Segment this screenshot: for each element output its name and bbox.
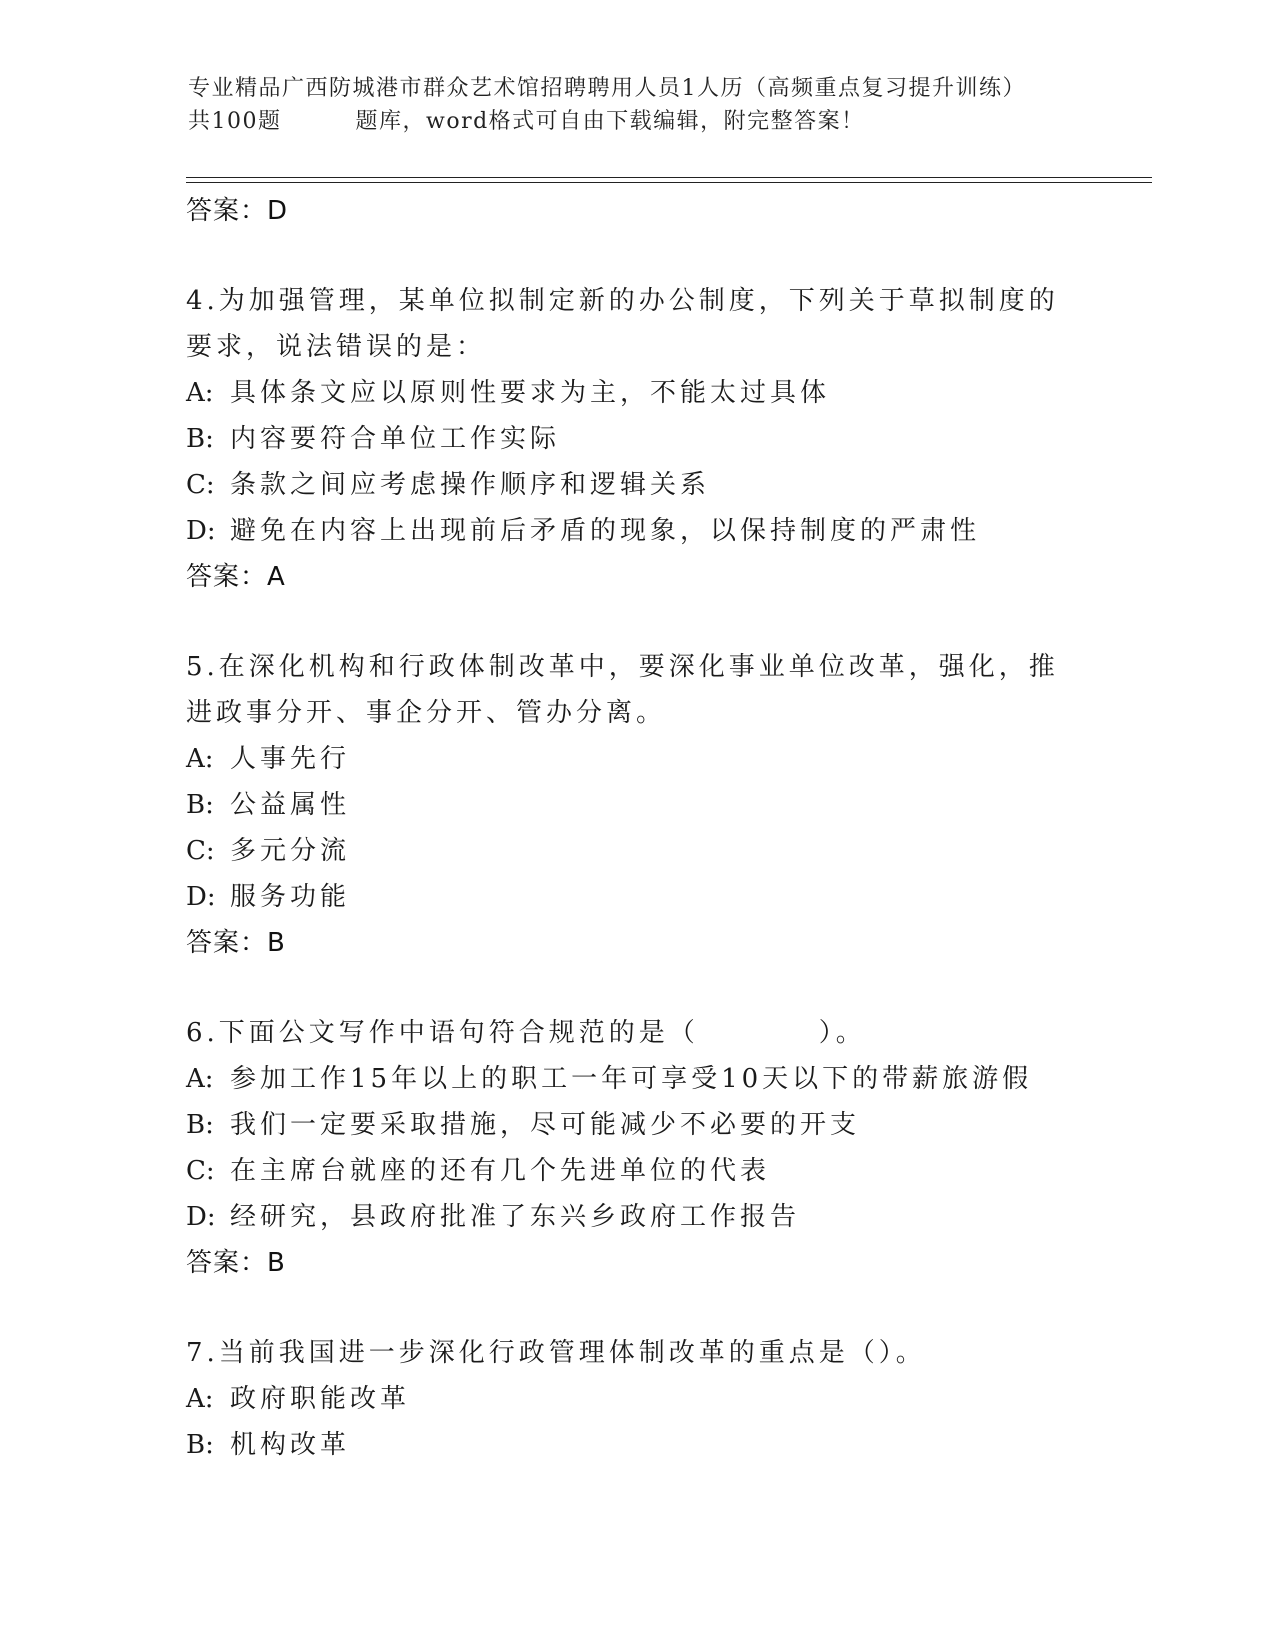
option-text: 公益属性 [230, 790, 351, 820]
option-c [186, 828, 1086, 874]
option-key: C: [186, 470, 215, 500]
option-text: 条款之间应考虑操作顺序和逻辑关系 [230, 470, 711, 500]
option-b [186, 782, 1086, 828]
option-key: D: [186, 516, 216, 546]
option-d [186, 508, 1086, 554]
option-text: 人事先行 [230, 744, 351, 774]
option-d [186, 874, 1086, 920]
option-key: C: [186, 836, 215, 866]
option-key: D: [186, 1202, 216, 1232]
option-c [186, 1148, 1086, 1194]
option-text: 具体条文应以原则性要求为主，不能太过具体 [230, 378, 831, 408]
option-a [186, 1376, 1086, 1422]
document-body [186, 188, 1086, 1468]
option-d [186, 1194, 1086, 1240]
header-subtitle [188, 105, 1088, 138]
option-key: C: [186, 1156, 215, 1186]
option-key: A: [186, 1384, 214, 1414]
option-text: 服务功能 [230, 882, 351, 912]
option-text: 多元分流 [230, 836, 351, 866]
question-text: 4.为加强管理，某单位拟制定新的办公制度，下列关于草拟制度的要求，说法错误的是： [186, 286, 1059, 362]
option-key: A: [186, 1064, 214, 1094]
question-text: 5.在深化机构和行政体制改革中，要深化事业单位改革，强化，推进政事分开、事企分开、管办分离。 [186, 652, 1059, 728]
option-text: 政府职能改革 [230, 1384, 411, 1414]
option-text: 避免在内容上出现前后矛盾的现象，以保持制度的严肃性 [230, 516, 981, 546]
option-a [186, 736, 1086, 782]
option-a [186, 1056, 1086, 1102]
option-text: 经研究，县政府批准了东兴乡政府工作报告 [230, 1202, 801, 1232]
question-block [186, 1330, 1086, 1468]
answer-line: 答案：A [186, 562, 286, 592]
option-text: 参加工作15年以上的职工一年可享受10天以下的带薪旅游假 [230, 1064, 1033, 1094]
header-description: 题库，word格式可自由下载编辑，附完整答案！ [355, 109, 865, 134]
answer-line: 答案：B [186, 1248, 286, 1278]
option-key: B: [186, 1110, 214, 1140]
question-text: 7.当前我国进一步深化行政管理体制改革的重点是（）。 [186, 1338, 926, 1368]
option-key: A: [186, 378, 214, 408]
question-block [186, 1010, 1086, 1286]
option-text: 在主席台就座的还有几个先进单位的代表 [230, 1156, 771, 1186]
option-key: B: [186, 790, 214, 820]
option-key: B: [186, 424, 214, 454]
answer-line: 答案：B [186, 928, 286, 958]
option-key: A: [186, 744, 214, 774]
question-block [186, 278, 1086, 600]
option-text: 内容要符合单位工作实际 [230, 424, 561, 454]
question-block [186, 644, 1086, 966]
header-question-count: 共100题 [188, 109, 282, 134]
answer-line: 答案：D [186, 196, 289, 226]
option-b [186, 416, 1086, 462]
option-text: 机构改革 [230, 1430, 351, 1460]
option-b [186, 1422, 1086, 1468]
option-b [186, 1102, 1086, 1148]
option-text: 我们一定要采取措施，尽可能减少不必要的开支 [230, 1110, 861, 1140]
header-title: 专业精品广西防城港市群众艺术馆招聘聘用人员1人历（高频重点复习提升训练） [188, 76, 1026, 101]
option-c [186, 462, 1086, 508]
option-key: B: [186, 1430, 214, 1460]
option-key: D: [186, 882, 216, 912]
header-rule-bottom [186, 182, 1152, 183]
page-header [188, 72, 1088, 138]
header-rule-top [186, 177, 1152, 178]
question-text: 6.下面公文写作中语句符合规范的是（ ）。 [186, 1018, 866, 1048]
option-a [186, 370, 1086, 416]
